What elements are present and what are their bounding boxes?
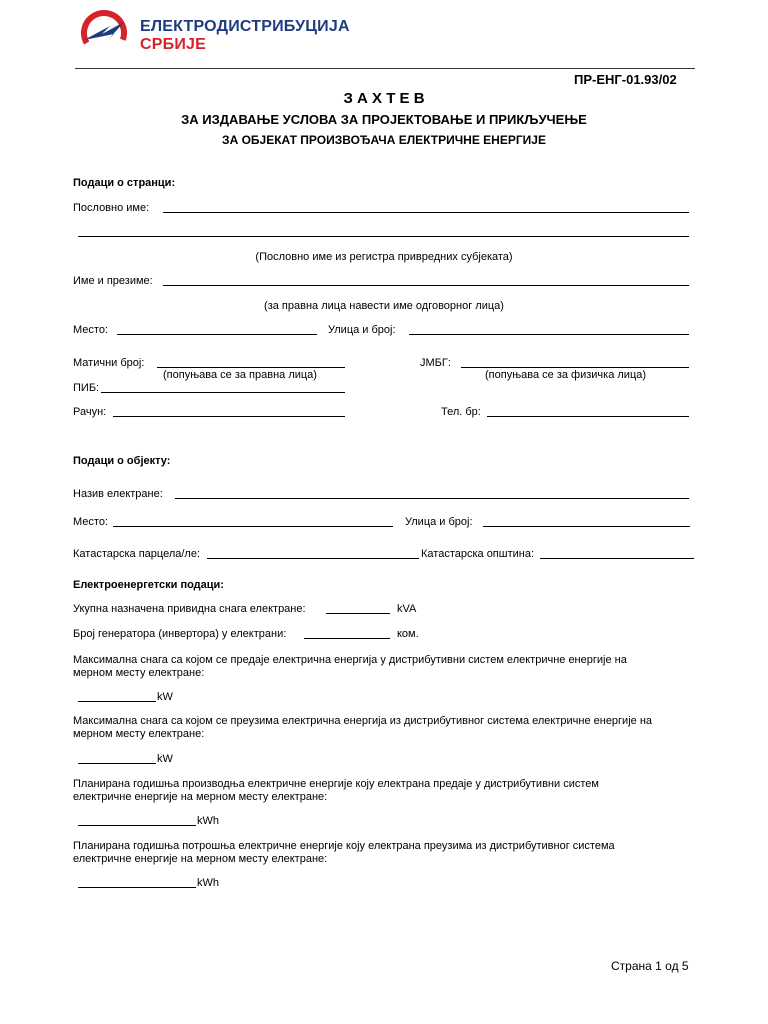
annual-consumption-unit: kWh (197, 877, 219, 889)
max-taken-text-line1: Максимална снага са којом се преузима електрична енергија из дистрибутивног система електричне енергије на (73, 715, 653, 727)
header-divider (75, 68, 695, 69)
phone-label: Тел. бр: (441, 406, 481, 418)
plant-name-field[interactable] (175, 498, 689, 499)
party-section-heading: Подаци о странци: (73, 177, 176, 189)
full-name-hint: (за правна лица навести име одговорног лица) (264, 300, 504, 312)
document-subtitle-line1: ЗА ИЗДАВАЊЕ УСЛОВА ЗА ПРОЈЕКТОВАЊЕ И ПРИКЉУЧЕЊЕ (181, 112, 587, 127)
document-title: З А Х Т Е В (343, 90, 425, 107)
max-delivered-field[interactable] (78, 701, 156, 702)
cadastral-parcel-field[interactable] (207, 558, 419, 559)
annual-consumption-text-line2: електричне енергије на мерном месту електране: (73, 853, 328, 865)
apparent-power-field[interactable] (326, 613, 390, 614)
annual-consumption-text-line1: Планирана годишња потрошња електричне енергије коју електрана преузима из дистрибутивног система (73, 840, 615, 852)
annual-consumption-field[interactable] (78, 887, 196, 888)
annual-production-text-line1: Планирана годишња производња електричне енергије коју електрана предаје у дистрибутивни систем (73, 778, 599, 790)
company-name-line1: ЕЛЕКТРОДИСТРИБУЦИЈА (140, 18, 350, 35)
pib-field[interactable] (101, 392, 345, 393)
pib-label: ПИБ: (73, 382, 100, 394)
reg-number-hint: (попуњава се за правна лица) (163, 369, 317, 381)
full-name-field[interactable] (163, 285, 689, 286)
business-name-label: Пословно име: (73, 202, 150, 214)
company-name-line2: СРБИЈЕ (140, 36, 206, 53)
object-section-heading: Подаци о објекту: (73, 455, 171, 467)
phone-field[interactable] (487, 416, 689, 417)
party-street-field[interactable] (409, 334, 689, 335)
max-delivered-text-line2: мерном месту електране: (73, 667, 205, 679)
business-name-hint: (Пословно име из регистра привредних субјеката) (255, 251, 513, 263)
business-name-field[interactable] (163, 212, 689, 213)
party-place-field[interactable] (117, 334, 317, 335)
reg-number-field[interactable] (157, 367, 345, 368)
apparent-power-label: Укупна назначена привидна снага електране: (73, 603, 306, 615)
account-label: Рачун: (73, 406, 107, 418)
document-code: ПР-ЕНГ-01.93/02 (574, 72, 677, 87)
jmbg-label: ЈМБГ: (420, 357, 451, 369)
cadastral-municipality-field[interactable] (540, 558, 694, 559)
full-name-label: Име и презиме: (73, 275, 153, 287)
party-street-label: Улица и број: (328, 324, 396, 336)
jmbg-hint: (попуњава се за физичка лица) (485, 369, 647, 381)
jmbg-field[interactable] (461, 367, 689, 368)
party-place-label: Место: (73, 324, 108, 336)
energy-section-heading: Електроенергетски подаци: (73, 579, 224, 591)
apparent-power-unit: kVA (397, 603, 417, 615)
object-street-field[interactable] (483, 526, 690, 527)
business-name-field-continuation[interactable] (78, 236, 689, 237)
max-taken-text-line2: мерном месту електране: (73, 728, 205, 740)
document-subtitle-line2: ЗА ОБЈЕКАТ ПРОИЗВОЂАЧА ЕЛЕКТРИЧНЕ ЕНЕРГИЈЕ (222, 133, 546, 147)
annual-production-field[interactable] (78, 825, 196, 826)
max-taken-field[interactable] (78, 763, 156, 764)
object-street-label: Улица и број: (405, 516, 473, 528)
max-taken-unit: kW (157, 753, 173, 765)
account-field[interactable] (113, 416, 345, 417)
annual-production-unit: kWh (197, 815, 219, 827)
object-place-field[interactable] (113, 526, 393, 527)
generators-field[interactable] (304, 638, 390, 639)
generators-unit: ком. (397, 628, 419, 640)
page-number: Страна 1 од 5 (611, 959, 689, 973)
cadastral-parcel-label: Катастарска парцела/ле: (73, 548, 200, 560)
cadastral-municipality-label: Катастарска општина: (421, 548, 535, 560)
max-delivered-text-line1: Максимална снага са којом се предаје електрична енергија у дистрибутивни систем електричне енергије на (73, 654, 627, 666)
plant-name-label: Назив електране: (73, 488, 163, 500)
reg-number-label: Матични број: (73, 357, 145, 369)
generators-label: Број генератора (инвертора) у електрани: (73, 628, 287, 640)
object-place-label: Место: (73, 516, 108, 528)
company-logo-icon (80, 10, 128, 56)
max-delivered-unit: kW (157, 691, 173, 703)
annual-production-text-line2: електричне енергије на мерном месту електране: (73, 791, 328, 803)
